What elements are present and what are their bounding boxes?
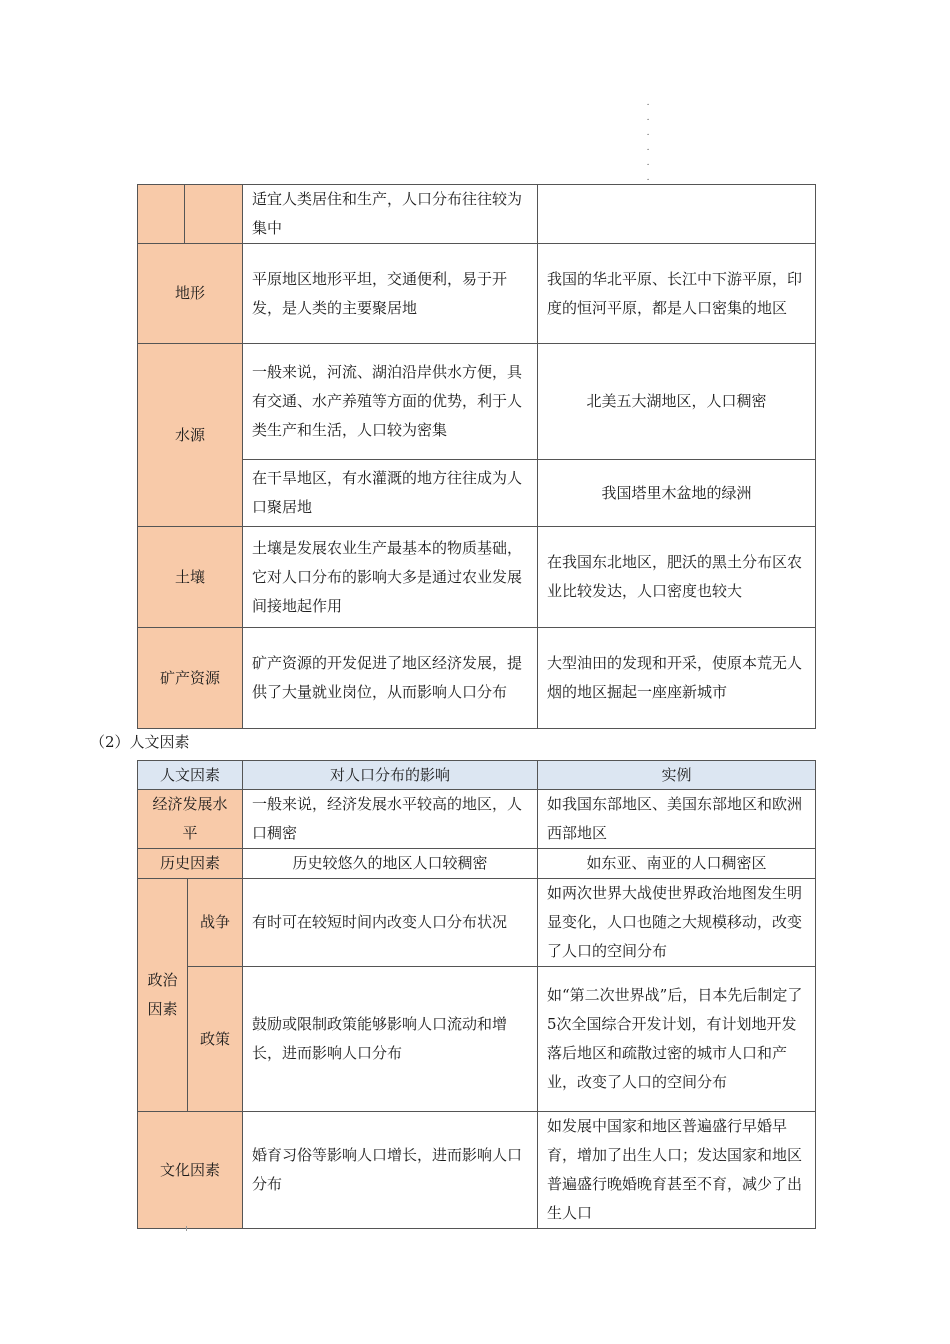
table-row [138, 244, 816, 344]
example-cell: 北美五大湖地区，人口稠密 [538, 344, 816, 460]
table-row [138, 1112, 816, 1229]
effect-cell: 婚育习俗等影响人口增长，进而影响人口分布 [243, 1112, 538, 1229]
effect-cell: 一般来说，经济发展水平较高的地区，人口稠密 [243, 790, 538, 849]
example-cell: 大型油田的发现和开采，使原本荒无人烟的地区掘起一座座新城市 [538, 628, 816, 729]
effect-cell: 平原地区地形平坦，交通便利，易于开发，是人类的主要聚居地 [243, 244, 538, 344]
example-cell: 如我国东部地区、美国东部地区和欧洲西部地区 [538, 790, 816, 849]
table-row [138, 527, 816, 628]
table-row [138, 344, 816, 460]
header-effect: 对人口分布的影响 [243, 761, 538, 790]
example-cell [538, 185, 816, 244]
dot: . [646, 143, 650, 153]
factor-water: 水源 [138, 344, 243, 527]
header-example: 实例 [538, 761, 816, 790]
table-row [138, 185, 816, 244]
header-factor: 人文因素 [138, 761, 243, 790]
example-cell: 如两次世界大战使世界政治地图发生明显变化，人口也随之大规模移动，改变了人口的空间分布 [538, 879, 816, 967]
page-tick-mark [186, 1226, 187, 1231]
effect-cell: 土壤是发展农业生产最基本的物质基础，它对人口分布的影响大多是通过农业发展间接地起作用 [243, 527, 538, 628]
effect-cell: 历史较悠久的地区人口较稠密 [243, 849, 538, 879]
effect-cell: 有时可在较短时间内改变人口分布状况 [243, 879, 538, 967]
dot: . [646, 128, 650, 138]
subfactor-war: 战争 [188, 879, 243, 967]
human-factors-table [137, 760, 816, 1229]
table-row [138, 790, 816, 849]
factor-cell-empty [138, 185, 185, 244]
effect-cell: 适宜人类居住和生产，人口分布往往较为集中 [243, 185, 538, 244]
effect-cell: 在干旱地区，有水灌溉的地方往往成为人口聚居地 [243, 460, 538, 527]
dot: . [646, 173, 650, 183]
table-row [138, 967, 816, 1112]
factor-terrain: 地形 [138, 244, 243, 344]
section-title: （2）人文因素 [90, 733, 190, 751]
factor-history: 历史因素 [138, 849, 243, 879]
example-cell: 如“第二次世界战”后，日本先后制定了5次全国综合开发计划，有计划地开发落后地区和疏散过密的城市人口和产业，改变了人口的空间分布 [538, 967, 816, 1112]
table-row [138, 628, 816, 729]
factor-mineral: 矿产资源 [138, 628, 243, 729]
example-cell: 在我国东北地区，肥沃的黑土分布区农业比较发达，人口密度也较大 [538, 527, 816, 628]
subfactor-policy: 政策 [188, 967, 243, 1112]
factor-politics: 政治因素 [138, 879, 188, 1112]
effect-cell: 鼓励或限制政策能够影响人口流动和增长，进而影响人口分布 [243, 967, 538, 1112]
table-header-row [138, 761, 816, 790]
example-cell: 如东亚、南亚的人口稠密区 [538, 849, 816, 879]
factor-economy: 经济发展水平 [138, 790, 243, 849]
table-row [138, 849, 816, 879]
effect-cell: 一般来说，河流、湖泊沿岸供水方便，具有交通、水产养殖等方面的优势，利于人类生产和生活，人口较为密集 [243, 344, 538, 460]
dot-column [645, 96, 651, 186]
table-row [138, 879, 816, 967]
natural-factors-table [137, 184, 816, 729]
factor-soil: 土壤 [138, 527, 243, 628]
subfactor-cell-empty [185, 185, 243, 244]
effect-cell: 矿产资源的开发促进了地区经济发展，提供了大量就业岗位，从而影响人口分布 [243, 628, 538, 729]
example-cell: 我国塔里木盆地的绿洲 [538, 460, 816, 527]
factor-culture: 文化因素 [138, 1112, 243, 1229]
dot: . [646, 113, 650, 123]
dot: . [646, 158, 650, 168]
example-cell: 我国的华北平原、长江中下游平原，印度的恒河平原，都是人口密集的地区 [538, 244, 816, 344]
example-cell: 如发展中国家和地区普遍盛行早婚早育，增加了出生人口；发达国家和地区普遍盛行晚婚晚育甚至不育，减少了出生人口 [538, 1112, 816, 1229]
dot: . [646, 98, 650, 108]
